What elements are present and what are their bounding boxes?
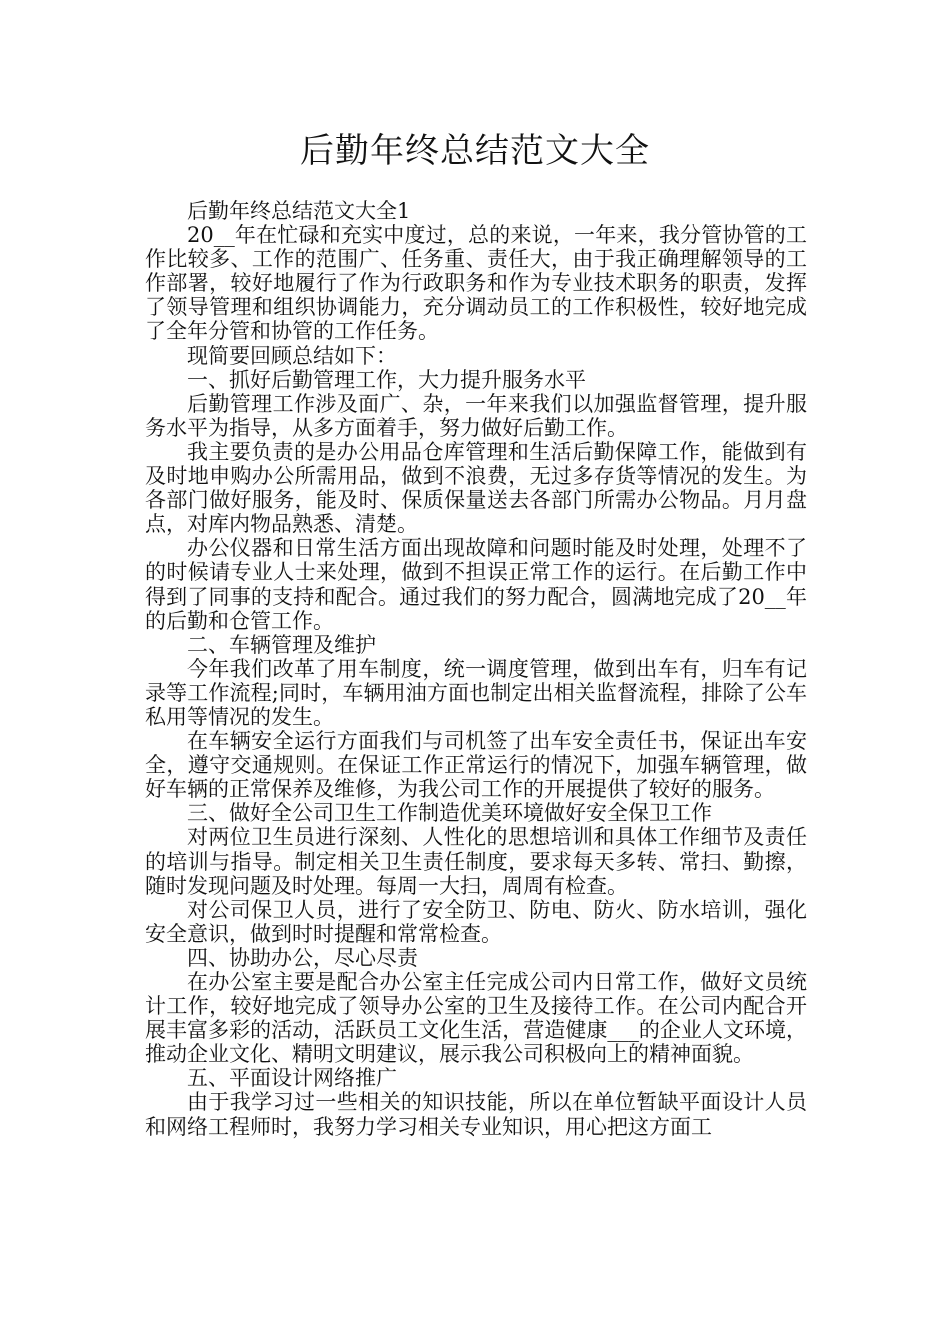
paragraph: 在车辆安全运行方面我们与司机签了出车安全责任书，保证出车安全，遵守交通规则。在保证工作正常运行的情况下，加强车辆管理，做好车辆的正常保养及维修，为我公司工作的开展提供了较好的服务。 [145,729,807,802]
paragraph: 我主要负责的是办公用品仓库管理和生活后勤保障工作，能做到有及时地申购办公所需用品，做到不浪费，无过多存货等情况的发生。为各部门做好服务，能及时、保质保量送去各部门所需办公物品。月月盘点，对库内物品熟悉、清楚。 [145,439,807,537]
section-heading: 二、车辆管理及维护 [187,632,376,657]
paragraph: 在办公室主要是配合办公室主任完成公司内日常工作，做好文员统计工作，较好地完成了领导办公室的卫生及接待工作。在公司内配合开展丰富多彩的活动，活跃员工文化生活，营造健康___的企业人文环境，推动企业文化、精明文明建议，展示我公司积极向上的精神面貌。 [145,970,807,1067]
paragraph: 20__年在忙碌和充实中度过，总的来说，一年来，我分管协管的工作比较多、工作的范围广、任务重、责任大，由于我正确理解领导的工作部署，较好地履行了作为行政职务和作为专业技术职务的职责，发挥了领导管理和组织协调能力，充分调动员工的工作积极性，较好地完成了全年分管和协管的工作任务。 [145,223,807,344]
paragraph: 后勤管理工作涉及面广、杂，一年来我们以加强监督管理，提升服务水平为指导，从多方面着手，努力做好后勤工作。 [145,391,807,440]
section-heading: 四、协助办公，尽心尽责 [187,945,418,970]
paragraph: 对公司保卫人员，进行了安全防卫、防电、防火、防水培训，强化安全意识，做到时时提醒和常常检查。 [145,897,807,946]
document-body [145,199,807,1139]
paragraph: 由于我学习过一些相关的知识技能，所以在单位暂缺平面设计人员和网络工程师时，我努力学习相关专业知识，用心把这方面工 [145,1090,807,1139]
section-heading: 三、做好全公司卫生工作制造优美环境做好安全保卫工作 [187,801,712,826]
paragraph: 今年我们改革了用车制度，统一调度管理，做到出车有，归车有记录等工作流程;同时，车辆用油方面也制定出相关监督流程，排除了公车私用等情况的发生。 [145,656,807,729]
paragraph: 办公仪器和日常生活方面出现故障和问题时能及时处理，处理不了的时候请专业人士来处理，做到不担误正常工作的运行。在后勤工作中得到了同事的支持和配合。通过我们的努力配合，圆满地完成了20__年的后勤和仓管工作。 [145,536,807,633]
paragraph: 现简要回顾总结如下： [187,343,397,368]
section-heading: 一、抓好后勤管理工作，大力提升服务水平 [187,367,586,392]
paragraph: 对两位卫生员进行深刻、人性化的思想培训和具体工作细节及责任的培训与指导。制定相关卫生责任制度，要求每天多转、常扫、勤擦，随时发现问题及时处理。每周一大扫，周周有检查。 [145,825,807,898]
section-heading: 五、平面设计网络推广 [187,1066,397,1091]
paragraph-subtitle: 后勤年终总结范文大全1 [187,199,411,223]
document-title: 后勤年终总结范文大全 [300,131,650,171]
